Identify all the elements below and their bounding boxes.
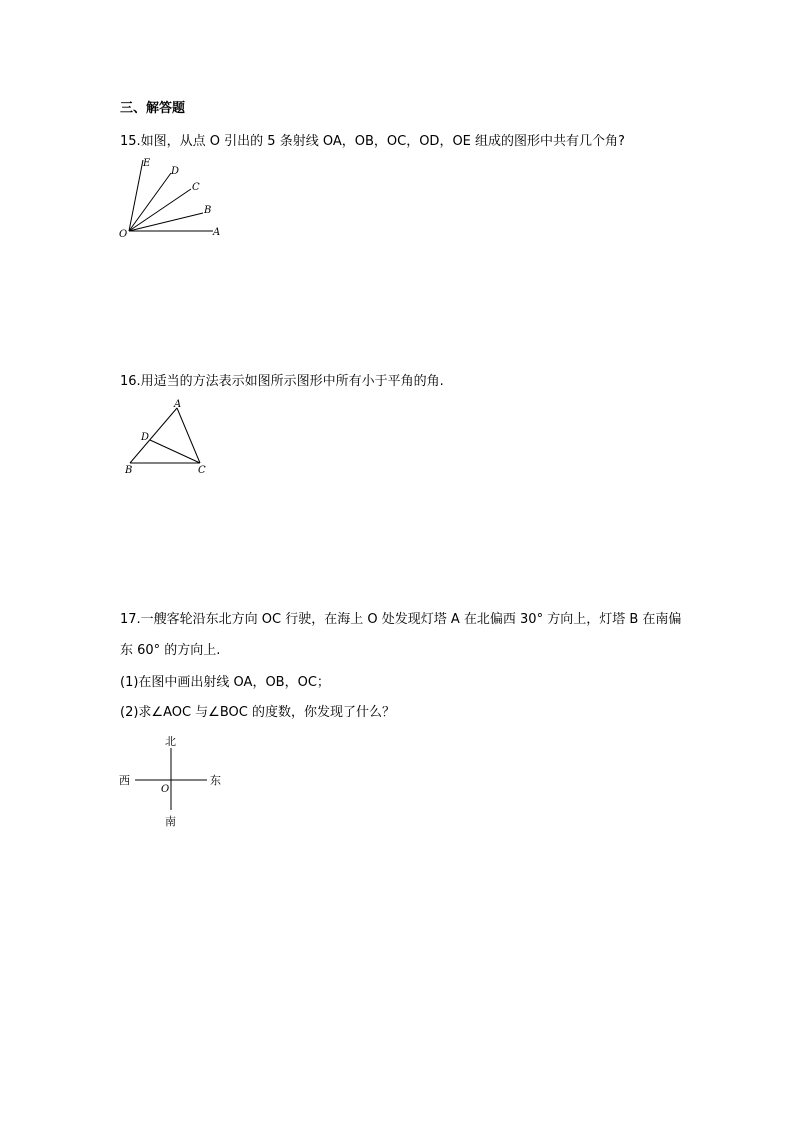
label-o: O — [119, 229, 128, 240]
question-17-part-2: (2)求∠AOC 与∠BOC 的度数，你发现了什么？ — [120, 705, 395, 720]
question-17-line-2: 东 60° 的方向上. — [120, 643, 221, 658]
label-d: D — [141, 432, 150, 443]
segment-dc — [150, 440, 200, 463]
compass-figure — [115, 730, 225, 830]
label-north: 北 — [165, 735, 176, 748]
label-west: 西 — [119, 774, 130, 787]
label-origin: O — [161, 784, 170, 795]
question-17-part-1: (1)在图中画出射线 OA，OB，OC； — [120, 675, 330, 690]
ray-oe — [129, 160, 143, 231]
label-a: A — [174, 399, 182, 410]
question-15-text: 15.如图，从点 O 引出的 5 条射线 OA，OB，OC，OD，OE 组成的图形中共有几个角? — [120, 134, 625, 149]
label-e: E — [143, 158, 151, 169]
label-b: B — [204, 205, 212, 216]
ray-oc — [129, 189, 191, 231]
rays-figure — [115, 155, 225, 240]
side-ab — [130, 408, 177, 463]
triangle-figure — [122, 397, 212, 477]
label-east: 东 — [210, 774, 221, 787]
label-d: D — [171, 166, 180, 177]
label-a: A — [213, 227, 221, 238]
label-c: C — [198, 465, 206, 476]
label-b: B — [125, 465, 133, 476]
side-ac — [177, 408, 200, 463]
section-heading: 三、解答题 — [120, 101, 186, 116]
label-c: C — [192, 182, 200, 193]
question-17-line-1: 17.一艘客轮沿东北方向 OC 行驶，在海上 O 处发现灯塔 A 在北偏西 30° 方向上，灯塔 B 在南偏 — [120, 612, 682, 627]
question-16-text: 16.用适当的方法表示如图所示图形中所有小于平角的角. — [120, 374, 444, 389]
label-south: 南 — [165, 815, 176, 828]
